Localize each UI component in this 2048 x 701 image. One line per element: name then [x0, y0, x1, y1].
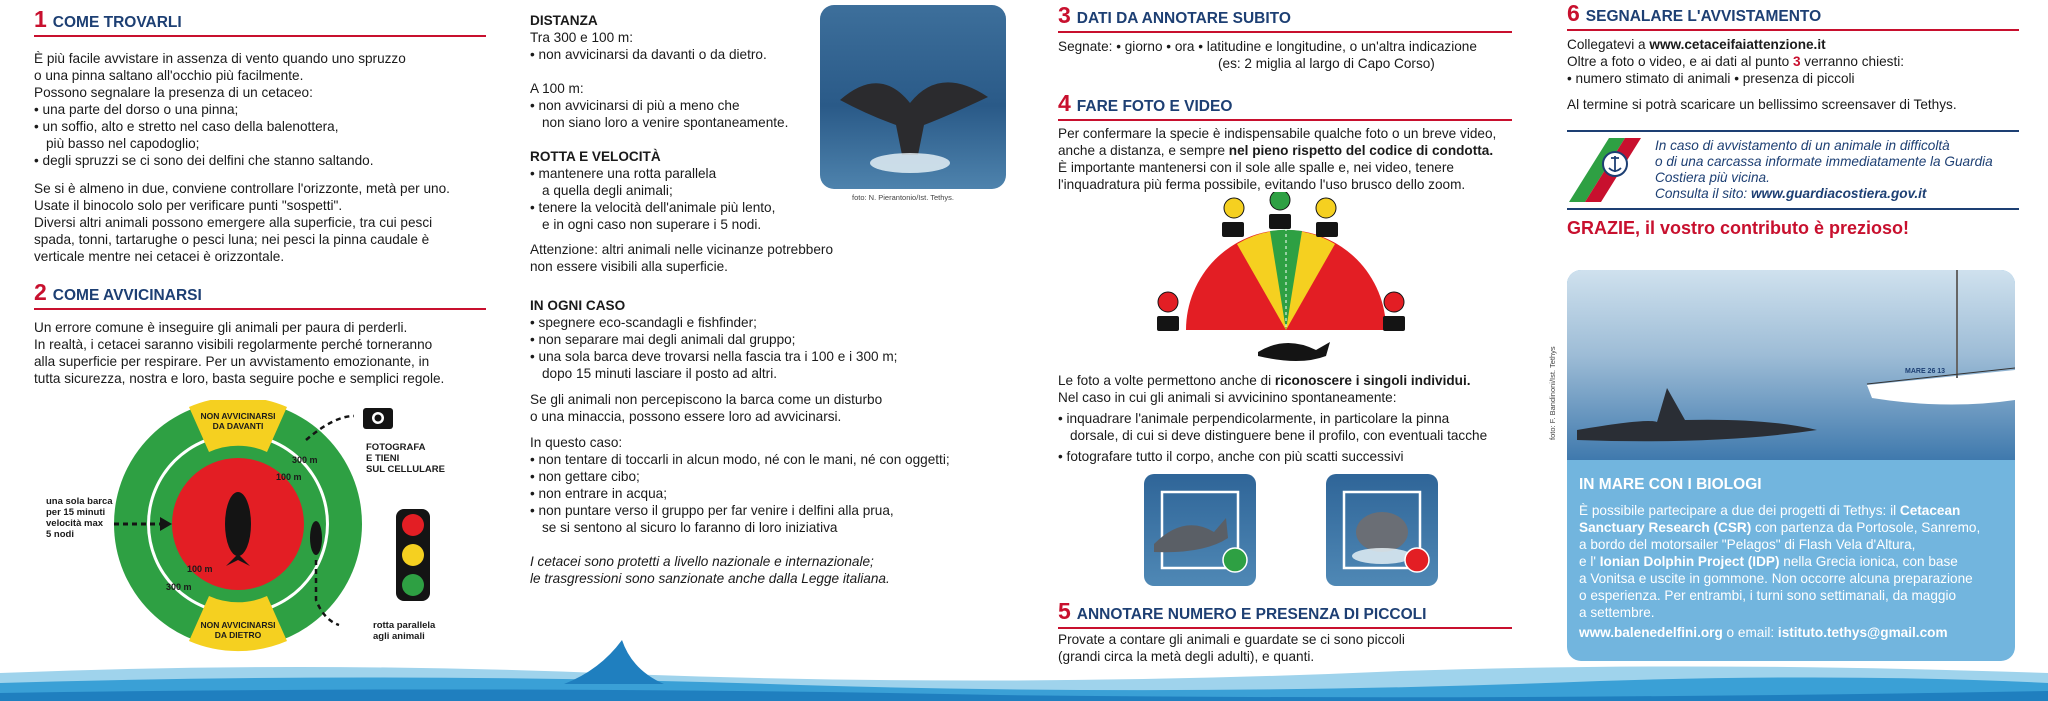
happy-face-icon — [402, 574, 424, 596]
section-title: DATI DA ANNOTARE SUBITO — [1076, 10, 1291, 27]
bullet-line: • una parte del dorso o una pinna; — [34, 102, 239, 117]
email-link[interactable]: istituto.tethys@gmail.com — [1777, 625, 1948, 640]
text-line: Usate il binocolo solo per verificare punti "sospetti". — [34, 198, 343, 213]
camera-icon — [1157, 316, 1179, 331]
camera-icon — [1316, 222, 1338, 237]
sad-face-icon — [1384, 292, 1404, 312]
section-2-header — [34, 279, 486, 310]
section-number: 6 — [1567, 0, 1580, 26]
boat-icon — [310, 521, 322, 555]
distance-label: 100 m — [187, 564, 213, 574]
parallel-label: rotta parallela agli animali — [373, 620, 436, 642]
section-number: 2 — [34, 279, 47, 305]
dolphin-icon — [1258, 342, 1330, 361]
text-line: spada, tonni, tartarughe o pesci luna; nei pesci la pinna caudale è — [34, 232, 430, 247]
camera-icon — [1383, 316, 1405, 331]
section-title: ANNOTARE NUMERO E PRESENZA DI PICCOLI — [1076, 606, 1427, 623]
sad-face-icon — [402, 514, 424, 536]
neutral-face-icon — [402, 544, 424, 566]
biologists-title: IN MARE CON I BIOLOGI — [1579, 476, 1762, 493]
neutral-face-icon — [1316, 198, 1336, 218]
section-1-text-2 — [34, 180, 486, 265]
dorsal-fin-icon — [1154, 518, 1228, 552]
text-line: In realtà, i cetacei saranno visibili regolarmente perché torneranno — [34, 337, 433, 352]
front-zone-label: NON AVVICINARSI DA DAVANTI — [200, 411, 276, 431]
text-line: tutta sicurezza, nostra e loro, basta seguire poche e semplici regole. — [34, 371, 445, 386]
section-1-text — [34, 50, 486, 169]
coast-guard-logo — [1569, 138, 1645, 202]
sad-face-icon — [1405, 548, 1429, 572]
text-line: Possono segnalare la presenza di un cetaceo: — [34, 85, 313, 100]
section-6-header — [1567, 0, 2019, 31]
distance-label: 300 m — [166, 582, 192, 592]
biologists-text: È possibile partecipare a due dei progetti di Tethys: il Cetacean Sanctuary Research (CSR) con partenza da Portosole, Sanremo, a bordo del motorsailer "Pelagos" di Flash Vela d'Altura, e l' Ionian Dolphin Project (IDP) nella Grecia ionica, con base a Vonitsa e uscite in gommone. Non occorre alcuna preparazione o esperienza. Per entrambi, i turni sono settimanali, da maggio a settembre. www.balenedelfini.org o email: istituto.tethys@gmail.com — [1579, 503, 1981, 640]
column-3: 3 DATI DA ANNOTARE SUBITO Segnate: • giorno • ora • latitudine e longitudine, o un'altra indicazione (es: 2 miglia al largo di Capo Corso) 4 FARE FOTO E VIDEO Per confermare la specie è indispensabile qualche foto o un breve video, anche a distanza, e sempre nel pieno rispetto del codice di condotta. È importante mantenersi con il sole alle spalle e, nei video, tenere l'inquadratura più ferma possibile, evitando l'uso brusco dello zoom. — [1058, 0, 1512, 193]
bullet-line: • degli spruzzi se ci sono dei delfini che stanno saltando. — [34, 153, 374, 168]
section-number: 5 — [1058, 598, 1071, 624]
dolphin-head-icon — [1356, 512, 1408, 552]
column-3-lower: Le foto a volte permettono anche di riconoscere i singoli individui. Nel caso in cui gli animali si avvicinino spontaneamente: • inquadrare l'animale perpendicolarmente, in particolare la pinna dorsale, di cui si deve distinguere bene il profilo, con eventuali tacche • fotografare tutto il corpo, anche con più scatti successivi — [1058, 373, 1488, 464]
section-5: 5 ANNOTARE NUMERO E PRESENZA DI PICCOLI Provate a contare gli animali e guardate se ci sono piccoli (grandi circa la metà degli adulti), e quanti. — [1058, 598, 1512, 665]
text-line: È più facile avvistare in assenza di vento quando uno spruzzo — [34, 51, 406, 66]
text-line: Un errore comune è inseguire gli animali per paura di perderli. — [34, 320, 408, 335]
column-2: DISTANZA Tra 300 e 100 m: • non avvicinarsi da davanti o da dietro. A 100 m: • non avvicinarsi di più a meno che non siano loro a venire spontaneamente. ROTTA E VELOCITÀ • mantenere una rotta parallela a quella degli animali; • tenere la velocità dell'animale più lento, e in ogni caso non superare i 5 nodi. Attenzione: altri animali nelle vicinanze potrebbero non essere visibili alla superficie. IN OGNI CASO • spegnere eco-scandagli e fishfinder; • non separare mai degli animali dal gruppo; • una sola barca deve trovarsi nella fascia tra i 100 e i 300 m; dopo 15 minuti lasciare il posto ad altri. Se gli animali non percepiscono la barca come un disturbo o una minaccia, possono essere loro ad avvicinarsi. In questo caso: • non tentare di toccarli in alcun modo, né con le mani, né con oggetti; • non gettare cibo; • non entrare in acqua; • non puntare verso il gruppo per far venire i delfini alla prua, se si sentono al sicuro lo faranno di loro iniziativa I cetacei sono protetti a livello nazionale e internazionale; le trasgressioni sono sanzionate anche dalla Legge italiana. — [530, 12, 1000, 587]
boat-photo — [1567, 270, 2015, 460]
coast-guard-link[interactable]: www.guardiacostiera.gov.it — [1750, 186, 1927, 201]
whale-icon — [225, 492, 251, 556]
bullet-line: • un soffio, alto e stretto nel caso della balenottera, — [34, 119, 339, 134]
camera-icon — [1222, 222, 1244, 237]
text-line: Se si è almeno in due, conviene controllare l'orizzonte, metà per uno. — [34, 181, 450, 196]
text-line: o una pinna saltano all'occhio più facilmente. — [34, 68, 304, 83]
website-link[interactable]: www.balenedelfini.org — [1579, 625, 1723, 640]
camera-icon — [1269, 214, 1291, 229]
bottom-wave — [0, 661, 2048, 701]
text-line: verticale mentre nei cetacei è orizzontale. — [34, 249, 285, 264]
section-number: 4 — [1058, 90, 1071, 116]
section-1-header — [34, 6, 486, 37]
section-5-header — [1058, 598, 1512, 629]
coast-guard-box: In caso di avvistamento di un animale in difficoltà o di una carcassa informate immediatamente la Guardia Costiera più vicina. Consulta il sito: www.guardiacostiera.gov.it — [1567, 130, 2019, 210]
section-3-header — [1058, 2, 1512, 33]
distance-heading: DISTANZA — [530, 13, 598, 28]
distance-label: 100 m — [276, 472, 302, 482]
section-number: 1 — [34, 6, 47, 32]
column-1 — [34, 0, 486, 387]
text-line: alla superficie per respirare. Per un avvistamento emozionante, in — [34, 354, 430, 369]
boat-rule-label: una sola barca per 15 minuti velocità max 5 nodi — [46, 496, 113, 540]
biologists-panel: MARE 26 13 IN MARE CON I BIOLOGI È possibile partecipare a due dei progetti di Tethys: il Cetacean Sanctuary Research (CSR) con partenza da Portosole, Sanremo, a bordo del motorsailer "Pelagos" di Flash Vela d'Altura, e l' Ionian Dolphin Project (IDP) nella Grecia ionica, con base a Vonitsa e uscite in gommone. Non occorre alcuna preparazione o esperienza. Per entrambi, i turni sono settimanali, da maggio a settembre. www.balenedelfini.org o email: istituto.tethys@gmail.com — [1567, 270, 2015, 661]
whale-tail-photo — [820, 5, 1006, 189]
thanks-banner: GRAZIE, il vostro contributo è prezioso! — [1567, 218, 1910, 238]
section-title: FARE FOTO E VIDEO — [1076, 98, 1233, 115]
section-title: COME AVVICINARSI — [52, 287, 202, 304]
happy-face-icon — [1270, 192, 1290, 210]
text-line: Diversi altri animali possono emergere alla superficie, tra cui pesci — [34, 215, 433, 230]
section-4-header — [1058, 90, 1512, 121]
sad-face-icon — [1158, 292, 1178, 312]
website-link[interactable]: www.cetaceifaiattenzione.it — [1649, 37, 1826, 52]
photo-credit: foto: F. Bandinoni/Ist. Tethys — [1548, 346, 1557, 440]
happy-face-icon — [1223, 548, 1247, 572]
neutral-face-icon — [1224, 198, 1244, 218]
route-heading: ROTTA E VELOCITÀ — [530, 149, 661, 164]
section-number: 3 — [1058, 2, 1071, 28]
photo-label: FOTOGRAFA E TIENI SUL CELLULARE — [366, 442, 445, 475]
photo-angle-gauge — [1150, 192, 1420, 372]
good-photo-example — [1144, 474, 1256, 586]
always-heading: IN OGNI CASO — [530, 298, 626, 313]
distance-label: 300 m — [292, 455, 318, 465]
tail-fluke-icon — [840, 82, 988, 155]
section-2-text — [34, 319, 486, 387]
section-title: SEGNALARE L'AVVISTAMENTO — [1585, 8, 1822, 25]
section-title: COME TROVARLI — [52, 14, 182, 31]
dolphin-fin-icon — [560, 640, 670, 685]
column-4: 6 SEGNALARE L'AVVISTAMENTO Collegatevi a www.cetaceifaiattenzione.it Oltre a foto o video, e ai dati al punto 3 verranno chiesti: • numero stimato di animali • presenza di piccoli Al termine si potrà scaricare un bellissimo screensaver di Tethys. — [1567, 0, 2019, 113]
behind-zone-label: NON AVVICINARSI DA DIETRO — [200, 620, 276, 640]
photo-credit: foto: N. Pierantonio/Ist. Tethys. — [852, 193, 954, 202]
bullet-line: più basso nel capodoglio; — [46, 136, 200, 151]
bad-photo-example — [1326, 474, 1438, 586]
